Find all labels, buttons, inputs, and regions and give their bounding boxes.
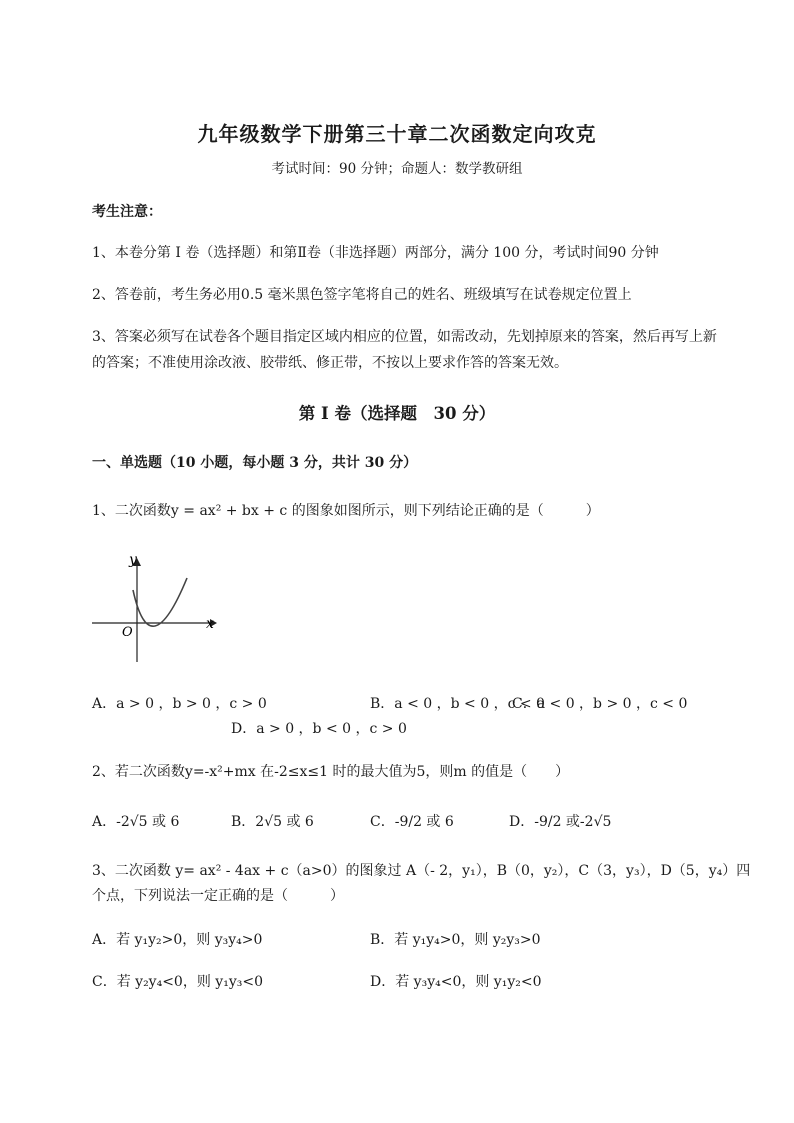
- notice-item-2: 2、答卷前，考生务必用0.5 毫米黑色签字笔将自己的姓名、班级填写在试卷规定位置上: [92, 287, 632, 303]
- y-axis-label: y: [129, 552, 137, 568]
- section-title: 第 I 卷（选择题 30 分）: [298, 404, 496, 423]
- question-2-option-a[interactable]: A．-2√5 或 6: [92, 814, 180, 830]
- x-axis-label: x: [206, 616, 214, 632]
- question-1-option-c[interactable]: C．a < 0 ，b > 0 ，c < 0: [512, 696, 688, 712]
- question-3-text-line2: 个点，下列说法一定正确的是（ ）: [92, 888, 344, 904]
- parabola-curve: [133, 578, 187, 626]
- parabola-graph: [90, 548, 220, 668]
- question-3-option-c[interactable]: C．若 y₂y₄<0，则 y₁y₃<0: [92, 974, 263, 990]
- question-1-option-b[interactable]: B．a < 0 ，b < 0 ，c < 0: [370, 696, 545, 712]
- origin-label: O: [122, 625, 133, 640]
- question-1-text: 1、二次函数y = ax² + bx + c 的图象如图所示，则下列结论正确的是（ ）: [92, 503, 600, 519]
- notice-item-3-line2: 的答案；不准使用涂改液、胶带纸、修正带，不按以上要求作答的答案无效。: [92, 355, 568, 371]
- question-3-option-b[interactable]: B．若 y₁y₄>0，则 y₂y₃>0: [370, 932, 541, 948]
- question-2-option-c[interactable]: C．-9/2 或 6: [370, 814, 454, 830]
- question-1-option-d[interactable]: D．a > 0 ，b < 0 ，c > 0: [231, 721, 407, 737]
- question-3-text-line1: 3、二次函数 y= ax² - 4ax + c（a>0）的图象过 A（- 2，y₁），B（0，y₂），C（3，y₃），D（5，y₄）四: [92, 863, 751, 879]
- question-3-option-d[interactable]: D．若 y₃y₄<0，则 y₁y₂<0: [370, 974, 542, 990]
- question-1-option-a[interactable]: A．a > 0 ，b > 0 ，c > 0: [92, 696, 267, 712]
- exam-title: 九年级数学下册第三十章二次函数定向攻克: [197, 122, 597, 146]
- part-heading: 一、单选题（10 小题，每小题 3 分，共计 30 分）: [92, 455, 418, 471]
- question-2-text: 2、若二次函数y=-x²+mx 在-2≤x≤1 时的最大值为5，则m 的值是（ ）: [92, 764, 570, 780]
- question-2-option-b[interactable]: B．2√5 或 6: [231, 814, 314, 830]
- notice-item-3-line1: 3、答案必须写在试卷各个题目指定区域内相应的位置，如需改动，先划掉原来的答案，然后再写上新: [92, 329, 717, 345]
- exam-subtitle: 考试时间：90 分钟；命题人：数学教研组: [271, 161, 523, 177]
- question-2-option-d[interactable]: D．-9/2 或-2√5: [509, 814, 612, 830]
- notice-item-1: 1、本卷分第 I 卷（选择题）和第Ⅱ卷（非选择题）两部分，满分 100 分，考试时间90 分钟: [92, 245, 659, 261]
- notice-heading: 考生注意：: [92, 204, 162, 220]
- question-3-option-a[interactable]: A．若 y₁y₂>0，则 y₃y₄>0: [92, 932, 263, 948]
